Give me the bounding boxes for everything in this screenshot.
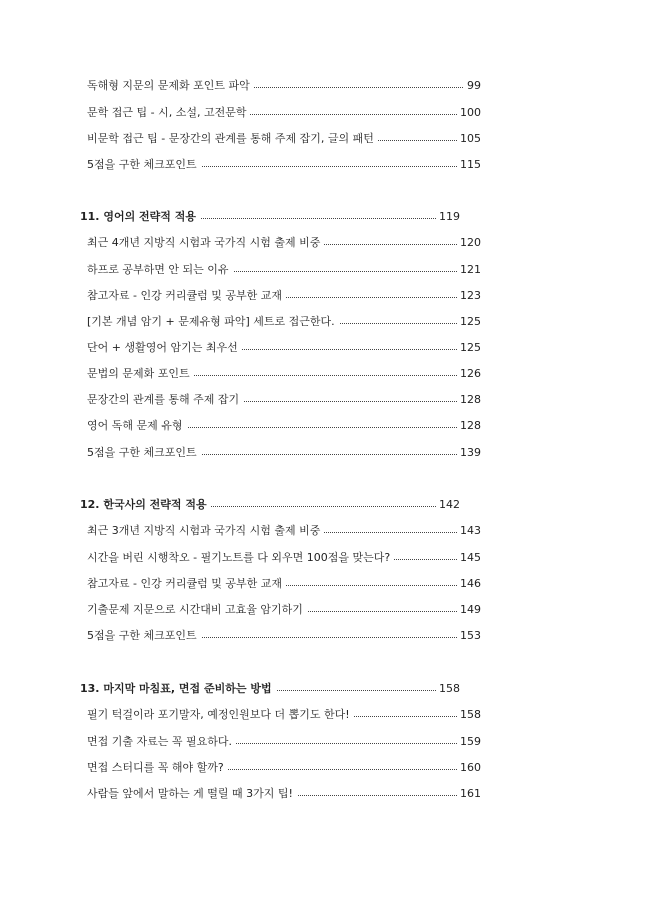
toc-entry — [0, 103, 652, 123]
toc-entry — [0, 390, 652, 410]
toc-entry-page: 115 — [457, 155, 481, 175]
toc-entry-title: 5점을 구한 체크포인트 — [87, 155, 201, 175]
toc-entry-title: 최근 4개년 지방직 시험과 국가직 시험 출제 비중 — [87, 233, 324, 253]
toc-entry-title: 단어 + 생활영어 암기는 최우선 — [87, 338, 242, 358]
toc-entry-title: 문학 접근 팁 - 시, 소설, 고전문학 — [87, 103, 250, 123]
toc-chapter — [0, 679, 652, 699]
toc-entry-page: 123 — [457, 286, 481, 306]
toc-entry — [0, 76, 652, 96]
toc-chapter-page: 119 — [436, 207, 460, 227]
toc-entry-title: 5점을 구한 체크포인트 — [87, 626, 201, 646]
toc-entry — [0, 705, 652, 725]
toc-entry-page: 149 — [457, 600, 481, 620]
toc-entry-page: 99 — [464, 76, 481, 96]
toc-entry-page: 146 — [457, 574, 481, 594]
toc-entry — [0, 129, 652, 149]
toc-entry-page: 159 — [457, 732, 481, 752]
toc-entry-title: 독해형 지문의 문제화 포인트 파악 — [87, 76, 254, 96]
toc-entry-title: 면접 기출 자료는 꼭 필요하다. — [87, 732, 236, 752]
toc-entry-page: 125 — [457, 312, 481, 332]
toc-entry-page: 153 — [457, 626, 481, 646]
toc-entry-title: 면접 스터디를 꼭 해야 할까? — [87, 758, 228, 778]
toc-entry-page: 158 — [457, 705, 481, 725]
toc-entry-page: 125 — [457, 338, 481, 358]
toc-entry — [0, 548, 652, 568]
toc-entry-title: 영어 독해 문제 유형 — [87, 416, 187, 436]
toc-entry-title: 필기 턱걸이라 포기말자, 예정인원보다 더 뽑기도 한다! — [87, 705, 354, 725]
toc-entry-page: 105 — [457, 129, 481, 149]
toc-entry-page: 128 — [457, 416, 481, 436]
toc-chapter-page: 158 — [436, 679, 460, 699]
toc-chapter — [0, 207, 652, 227]
toc-entry-page: 121 — [457, 260, 481, 280]
toc-entry-page: 145 — [457, 548, 481, 568]
toc-chapter-title: 13. 마지막 마침표, 면접 준비하는 방법 — [80, 679, 276, 699]
toc-entry-page: 128 — [457, 390, 481, 410]
toc-entry — [0, 626, 652, 646]
toc-entry — [0, 233, 652, 253]
toc-entry — [0, 364, 652, 384]
toc-entry-page: 161 — [457, 784, 481, 804]
toc-entry — [0, 338, 652, 358]
toc-entry — [0, 732, 652, 752]
toc-entry-title: 시간을 버린 시행착오 - 필기노트를 다 외우면 100점을 맞는다? — [87, 548, 394, 568]
toc-entry — [0, 784, 652, 804]
toc-entry-page: 139 — [457, 443, 481, 463]
toc-entry-page: 100 — [457, 103, 481, 123]
toc-entry-title: 사람들 앞에서 말하는 게 떨릴 때 3가지 팁! — [87, 784, 297, 804]
toc-entry — [0, 155, 652, 175]
toc-entry — [0, 416, 652, 436]
toc-entry-title: 문장간의 관계를 통해 주제 잡기 — [87, 390, 243, 410]
toc-entry-title: 기출문제 지문으로 시간대비 고효율 암기하기 — [87, 600, 307, 620]
toc-entry-title: 참고자료 - 인강 커리큘럼 및 공부한 교재 — [87, 574, 286, 594]
toc-chapter-title: 11. 영어의 전략적 적용 — [80, 207, 200, 227]
toc-entry — [0, 521, 652, 541]
toc-entry-title: 5점을 구한 체크포인트 — [87, 443, 201, 463]
toc-chapter-page: 142 — [436, 495, 460, 515]
toc-entry-page: 160 — [457, 758, 481, 778]
toc-entry-page: 120 — [457, 233, 481, 253]
toc-entry-title: 비문학 접근 팁 - 문장간의 관계를 통해 주제 잡기, 글의 패턴 — [87, 129, 378, 149]
toc-entry-title: 참고자료 - 인강 커리큘럼 및 공부한 교재 — [87, 286, 286, 306]
toc-entry — [0, 758, 652, 778]
toc-entry — [0, 600, 652, 620]
toc-entry — [0, 312, 652, 332]
toc-entry-page: 143 — [457, 521, 481, 541]
toc-chapter — [0, 495, 652, 515]
toc-entry-title: 하프로 공부하면 안 되는 이유 — [87, 260, 233, 280]
toc-entry — [0, 260, 652, 280]
toc-entry — [0, 574, 652, 594]
toc-chapter-title: 12. 한국사의 전략적 적용 — [80, 495, 211, 515]
toc-entry-title: [기본 개념 암기 + 문제유형 파악] 세트로 접근한다. — [87, 312, 339, 332]
toc-entry — [0, 443, 652, 463]
toc-entry-page: 126 — [457, 364, 481, 384]
toc-entry-title: 문법의 문제화 포인트 — [87, 364, 194, 384]
toc-entry-title: 최근 3개년 지방직 시험과 국가직 시험 출제 비중 — [87, 521, 324, 541]
toc-entry — [0, 286, 652, 306]
